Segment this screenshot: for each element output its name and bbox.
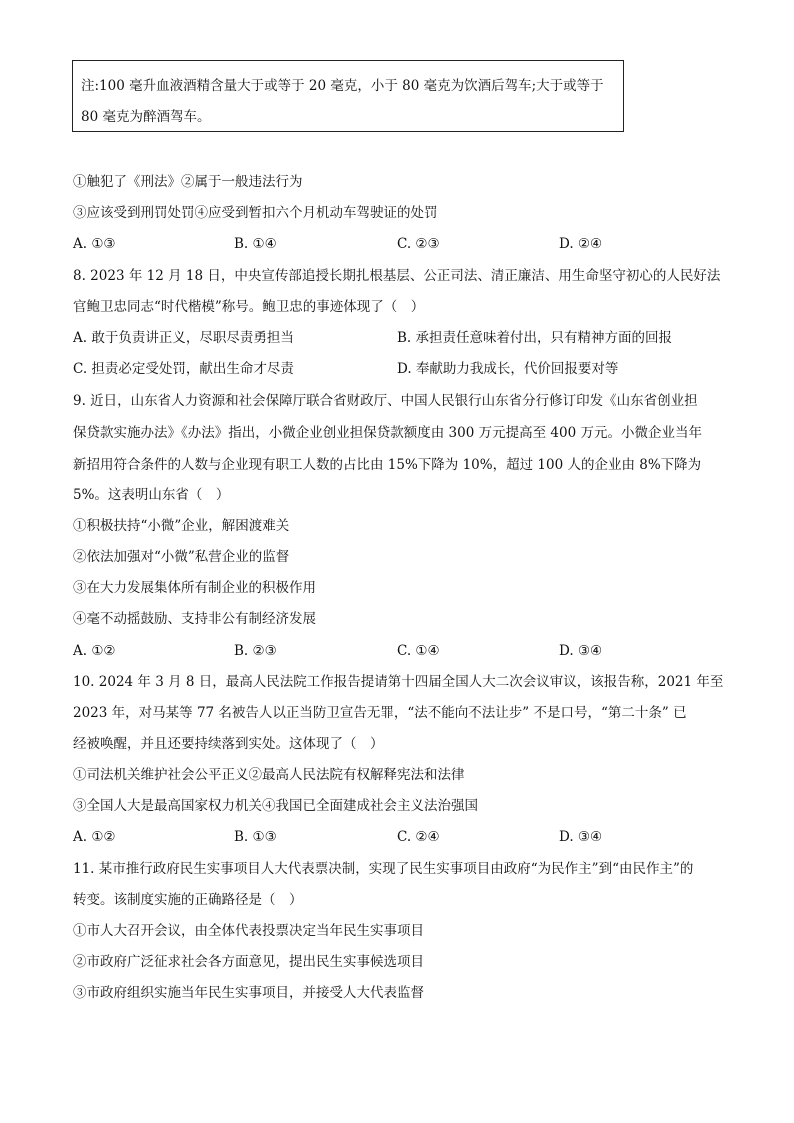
q7-statement-1: ①触犯了《刑法》②属于一般违法行为 — [73, 174, 303, 190]
q10-option-c: C. ②④ — [397, 829, 440, 845]
q9-option-c: C. ①④ — [397, 643, 440, 659]
q9-stem-line-4: 5%。这表明山东省（ ） — [73, 487, 230, 503]
q9-option-d: D. ③④ — [559, 643, 603, 659]
q10-option-d: D. ③④ — [559, 829, 603, 845]
q7-option-d: D. ②④ — [559, 236, 603, 252]
q11-stem-line-1: 11. 某市推行政府民生实事项目人大代表票决制，实现了民生实事项目由政府“为民作主”到“由民作主”的 — [73, 861, 694, 877]
q8-option-a: A. 敢于负责讲正义，尽职尽责勇担当 — [73, 330, 294, 346]
q9-option-b: B. ②③ — [234, 643, 277, 659]
q7-option-a: A. ①③ — [73, 236, 116, 252]
note-line-1: 注:100 毫升血液酒精含量大于或等于 20 毫克，小于 80 毫克为饮酒后驾车;大于或等于 — [81, 78, 604, 94]
q9-statement-3: ③在大力发展集体所有制企业的积极作用 — [73, 580, 316, 596]
q9-statement-2: ②依法加强对“小微”私营企业的监督 — [73, 549, 290, 565]
note-line-2: 80 毫克为醉酒驾车。 — [81, 109, 211, 125]
q7-option-b: B. ①④ — [234, 236, 277, 252]
q9-statement-1: ①积极扶持“小微”企业，解困渡难关 — [73, 518, 290, 534]
q11-stem-line-2: 转变。该制度实施的正确路径是（ ） — [73, 892, 303, 908]
q7-option-c: C. ②③ — [397, 236, 440, 252]
q10-statement-1: ①司法机关维护社会公平正义②最高人民法院有权解释宪法和法律 — [73, 767, 465, 783]
q11-statement-2: ②市政府广泛征求社会各方面意见，提出民生实事候选项目 — [73, 954, 424, 970]
q8-option-c: C. 担责必定受处罚，献出生命才尽责 — [73, 361, 294, 377]
q8-stem-line-1: 8. 2023 年 12 月 18 日，中央宣传部追授长期扎根基层、公正司法、清正廉洁、用生命坚守初心的人民好法 — [73, 268, 721, 284]
q7-statement-2: ③应该受到刑罚处罚④应受到暂扣六个月机动车驾驶证的处罚 — [73, 205, 438, 221]
q11-statement-1: ①市人大召开会议，由全体代表投票决定当年民生实事项目 — [73, 923, 424, 939]
q10-stem-line-1: 10. 2024 年 3 月 8 日，最高人民法院工作报告提请第十四届全国人大二次会议审议，该报告称，2021 年至 — [73, 674, 724, 690]
q9-stem-line-2: 保贷款实施办法》《办法》指出，小微企业创业担保贷款额度由 300 万元提高至 400 万元。小微企业当年 — [73, 425, 702, 441]
q10-option-a: A. ①② — [73, 829, 116, 845]
q8-option-b: B. 承担责任意味着付出，只有精神方面的回报 — [397, 330, 673, 346]
q9-stem-line-1: 9. 近日，山东省人力资源和社会保障厅联合省财政厅、中国人民银行山东省分行修订印发《山东省创业担 — [73, 393, 698, 409]
q10-stem-line-3: 经被唤醒，并且还要持续落到实处。这体现了（ ） — [73, 736, 384, 752]
q10-option-b: B. ①③ — [234, 829, 277, 845]
q8-option-d: D. 奉献助力我成长，代价回报要对等 — [397, 361, 619, 377]
note-box — [72, 60, 624, 132]
q9-stem-line-3: 新招用符合条件的人数与企业现有职工人数的占比由 15%下降为 10%，超过 100 人的企业由 8%下降为 — [73, 457, 702, 473]
q10-stem-line-2: 2023 年，对马某等 77 名被告人以正当防卫宣告无罪，“法不能向不法让步” 不是口号，“第二十条” 已 — [73, 705, 687, 721]
q10-statement-2: ③全国人大是最高国家权力机关④我国已全面建成社会主义法治强国 — [73, 798, 478, 814]
q11-statement-3: ③市政府组织实施当年民生实事项目，并接受人大代表监督 — [73, 985, 424, 1001]
q9-statement-4: ④毫不动摇鼓励、支持非公有制经济发展 — [73, 611, 316, 627]
q9-option-a: A. ①② — [73, 643, 116, 659]
q8-stem-line-2: 官鲍卫忠同志“时代楷模”称号。鲍卫忠的事迹体现了（ ） — [73, 299, 425, 315]
